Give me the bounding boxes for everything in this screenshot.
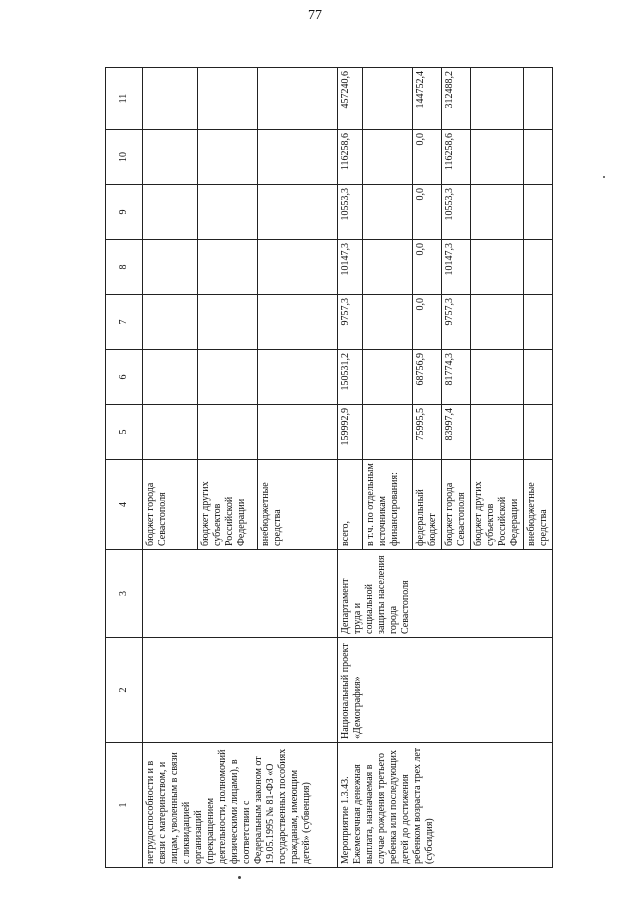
header-cell: 1 bbox=[106, 743, 143, 868]
source-label: федеральный бюджет bbox=[413, 460, 442, 550]
value-cell: 83997,4 bbox=[442, 405, 471, 460]
value-cell: 0,0 bbox=[413, 130, 442, 185]
value-cell bbox=[143, 295, 198, 350]
header-cell: 9 bbox=[106, 185, 143, 240]
value-cell: 116258,6 bbox=[338, 130, 363, 185]
value-cell bbox=[471, 130, 524, 185]
source-label: бюджет других субъектов Российской Федерации bbox=[198, 460, 258, 550]
source-label: бюджет других субъектов Российской Федерации bbox=[471, 460, 524, 550]
header-cell: 2 bbox=[106, 638, 143, 743]
value-cell bbox=[363, 68, 413, 130]
value-cell: 159992,9 bbox=[338, 405, 363, 460]
value-cell bbox=[524, 185, 553, 240]
value-cell: 10553,3 bbox=[442, 185, 471, 240]
value-cell bbox=[471, 405, 524, 460]
rotated-table-container bbox=[105, 68, 549, 868]
source-label: всего, bbox=[338, 460, 363, 550]
header-cell: 8 bbox=[106, 240, 143, 295]
value-cell bbox=[258, 295, 338, 350]
value-cell bbox=[471, 185, 524, 240]
value-cell: 9757,3 bbox=[442, 295, 471, 350]
table-row bbox=[143, 68, 198, 868]
measure-description: нетрудоспособности и в связи с материнством, и лицам, уволенным в связи с ликвидацией организаций (прекращением деятельности, полномочий физическими лицами), в соответствии с Федеральным законом от 19.05.1995 № 81-ФЗ «О государственных пособиях гражданам, имеющим детей» (субвенция) bbox=[143, 743, 338, 868]
executor-cell: Департамент труда и социальной защиты населения города Севастополя bbox=[338, 550, 553, 638]
value-cell bbox=[363, 185, 413, 240]
value-cell bbox=[198, 405, 258, 460]
value-cell: 75995,5 bbox=[413, 405, 442, 460]
value-cell bbox=[363, 240, 413, 295]
scan-speck bbox=[238, 876, 241, 879]
value-cell: 0,0 bbox=[413, 240, 442, 295]
value-cell bbox=[143, 130, 198, 185]
value-cell bbox=[143, 350, 198, 405]
value-cell bbox=[258, 185, 338, 240]
value-cell bbox=[524, 405, 553, 460]
value-cell bbox=[258, 68, 338, 130]
page-number: 77 bbox=[308, 8, 322, 23]
value-cell bbox=[471, 68, 524, 130]
value-cell: 0,0 bbox=[413, 185, 442, 240]
value-cell bbox=[198, 350, 258, 405]
value-cell: 150531,2 bbox=[338, 350, 363, 405]
value-cell: 9757,3 bbox=[338, 295, 363, 350]
value-cell bbox=[143, 405, 198, 460]
value-cell bbox=[198, 130, 258, 185]
value-cell bbox=[363, 295, 413, 350]
measure-description: Мероприятие 1.3.43. Ежемесячная денежная выплата, назначаемая в случае рождения третьего ребенка или последующих детей до достижения ребенком возраста трех лет (субсидия) bbox=[338, 743, 553, 868]
value-cell bbox=[524, 295, 553, 350]
value-cell: 0,0 bbox=[413, 295, 442, 350]
value-cell bbox=[258, 350, 338, 405]
value-cell: 312488,2 bbox=[442, 68, 471, 130]
header-cell: 6 bbox=[106, 350, 143, 405]
value-cell bbox=[524, 350, 553, 405]
header-cell: 4 bbox=[106, 460, 143, 550]
value-cell: 10147,3 bbox=[338, 240, 363, 295]
project-cell bbox=[143, 638, 338, 743]
value-cell bbox=[471, 295, 524, 350]
value-cell bbox=[258, 405, 338, 460]
funding-table bbox=[105, 67, 553, 868]
value-cell bbox=[143, 68, 198, 130]
scan-speck bbox=[603, 176, 605, 178]
value-cell bbox=[198, 295, 258, 350]
value-cell bbox=[198, 240, 258, 295]
value-cell bbox=[258, 130, 338, 185]
project-cell: Национальный проект «Демография» bbox=[338, 638, 553, 743]
value-cell: 68756,9 bbox=[413, 350, 442, 405]
value-cell bbox=[524, 68, 553, 130]
value-cell bbox=[524, 130, 553, 185]
source-label: внебюджетные средства bbox=[258, 460, 338, 550]
source-label: внебюджетные средства bbox=[524, 460, 553, 550]
value-cell: 10553,3 bbox=[338, 185, 363, 240]
header-cell: 7 bbox=[106, 295, 143, 350]
value-cell: 457240,6 bbox=[338, 68, 363, 130]
header-cell: 3 bbox=[106, 550, 143, 638]
table-row bbox=[338, 68, 363, 868]
source-label: в т.ч. по отдельным источникам финансирования: bbox=[363, 460, 413, 550]
value-cell bbox=[471, 240, 524, 295]
header-cell: 10 bbox=[106, 130, 143, 185]
header-row bbox=[106, 68, 143, 868]
value-cell: 81774,3 bbox=[442, 350, 471, 405]
executor-cell bbox=[143, 550, 338, 638]
value-cell bbox=[363, 130, 413, 185]
value-cell: 144752,4 bbox=[413, 68, 442, 130]
value-cell bbox=[198, 68, 258, 130]
value-cell bbox=[363, 350, 413, 405]
value-cell bbox=[258, 240, 338, 295]
value-cell bbox=[471, 350, 524, 405]
header-cell: 11 bbox=[106, 68, 143, 130]
source-label: бюджет города Севастополя bbox=[143, 460, 198, 550]
value-cell bbox=[198, 185, 258, 240]
value-cell bbox=[524, 240, 553, 295]
value-cell bbox=[363, 405, 413, 460]
source-label: бюджет города Севастополя bbox=[442, 460, 471, 550]
value-cell bbox=[143, 240, 198, 295]
header-cell: 5 bbox=[106, 405, 143, 460]
value-cell: 10147,3 bbox=[442, 240, 471, 295]
value-cell: 116258,6 bbox=[442, 130, 471, 185]
value-cell bbox=[143, 185, 198, 240]
